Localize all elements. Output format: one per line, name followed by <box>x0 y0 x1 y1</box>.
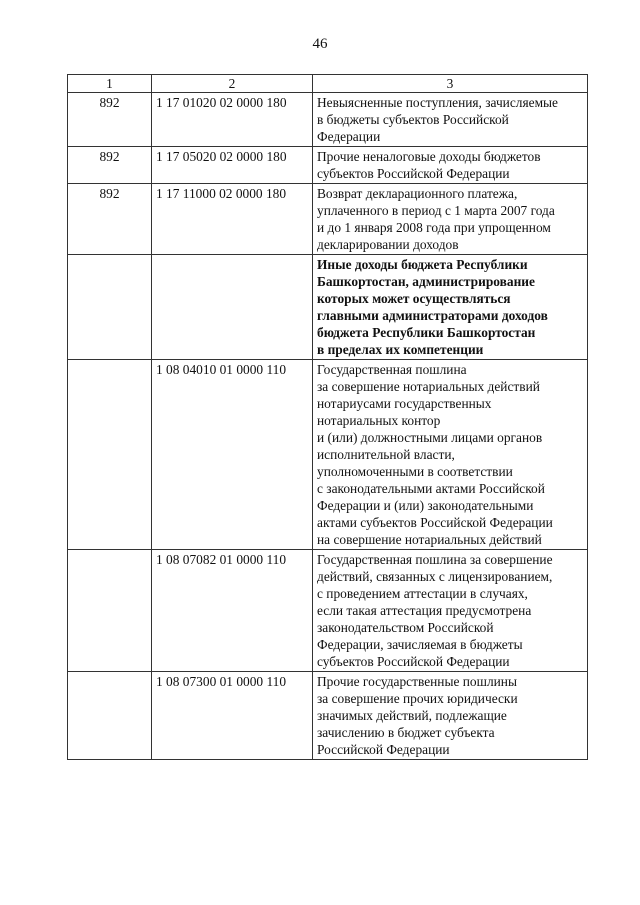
admin-code-cell <box>68 550 152 672</box>
revenue-name-line: действий, связанных с лицензированием, <box>317 569 553 584</box>
revenue-name-cell <box>313 672 588 760</box>
admin-code-cell <box>68 360 152 550</box>
budget-code-cell: 1 08 04010 01 0000 110 <box>152 360 313 550</box>
table-body <box>68 93 588 760</box>
revenue-name-line: исполнительной власти, <box>317 447 455 462</box>
table-row <box>68 360 588 550</box>
admin-code-cell: 892 <box>68 147 152 184</box>
revenue-name-line: за совершение прочих юридически <box>317 691 518 706</box>
revenue-name-line: и (или) должностными лицами органов <box>317 430 543 445</box>
budget-code-cell <box>152 255 313 360</box>
revenue-name-cell <box>313 93 588 147</box>
column-header-2: 2 <box>152 75 313 93</box>
section-heading-cell <box>313 255 588 360</box>
revenue-name-line: Возврат декларационного платежа, <box>317 186 518 201</box>
page-number: 46 <box>312 36 328 52</box>
revenue-name-line: зачислению в бюджет субъекта <box>317 725 495 740</box>
budget-code-cell: 1 08 07082 01 0000 110 <box>152 550 313 672</box>
revenue-name-cell <box>313 184 588 255</box>
revenue-name-line: декларировании доходов <box>317 237 459 252</box>
revenue-name-line: актами субъектов Российской Федерации <box>317 515 553 530</box>
table-row <box>68 550 588 672</box>
revenue-name-line: нотариальных контор <box>317 413 441 428</box>
revenue-name-line: и до 1 января 2008 года при упрощенном <box>317 220 551 235</box>
budget-code-cell: 1 17 05020 02 0000 180 <box>152 147 313 184</box>
revenue-name-line: главными администраторами доходов <box>317 308 548 323</box>
column-header-3: 3 <box>313 75 588 93</box>
admin-code-cell: 892 <box>68 93 152 147</box>
revenue-name-line: в бюджеты субъектов Российской <box>317 112 509 127</box>
column-header-1: 1 <box>68 75 152 93</box>
revenue-name-line: субъектов Российской Федерации <box>317 654 510 669</box>
admin-code-cell <box>68 672 152 760</box>
revenue-name-line: Башкортостан, администрирование <box>317 274 535 289</box>
revenue-name-line: Иные доходы бюджета Республики <box>317 257 528 272</box>
revenue-name-line: уполномоченными в соответствии <box>317 464 513 479</box>
revenue-table <box>67 74 588 760</box>
revenue-name-line: нотариусами государственных <box>317 396 492 411</box>
revenue-name-line: Федерации <box>317 129 381 144</box>
admin-code-cell: 892 <box>68 184 152 255</box>
revenue-name-line: субъектов Российской Федерации <box>317 166 510 181</box>
revenue-name-line: Государственная пошлина за совершение <box>317 552 553 567</box>
revenue-name-line: уплаченного в период с 1 марта 2007 года <box>317 203 555 218</box>
table-row <box>68 672 588 760</box>
revenue-name-cell <box>313 550 588 672</box>
revenue-name-line: Российской Федерации <box>317 742 450 757</box>
table-row <box>68 147 588 184</box>
revenue-name-cell <box>313 360 588 550</box>
revenue-name-line: законодательством Российской <box>317 620 494 635</box>
revenue-name-line: Государственная пошлина <box>317 362 467 377</box>
revenue-name-line: за совершение нотариальных действий <box>317 379 540 394</box>
budget-code-cell: 1 08 07300 01 0000 110 <box>152 672 313 760</box>
revenue-name-line: с проведением аттестации в случаях, <box>317 586 528 601</box>
revenue-name-line: бюджета Республики Башкортостан <box>317 325 536 340</box>
revenue-name-line: Федерации и (или) законодательными <box>317 498 534 513</box>
admin-code-cell <box>68 255 152 360</box>
revenue-name-line: которых может осуществляться <box>317 291 511 306</box>
revenue-name-line: на совершение нотариальных действий <box>317 532 542 547</box>
table-row <box>68 255 588 360</box>
budget-code-cell: 1 17 01020 02 0000 180 <box>152 93 313 147</box>
revenue-name-line: в пределах их компетенции <box>317 342 484 357</box>
revenue-name-line: Невыясненные поступления, зачисляемые <box>317 95 558 110</box>
table-header-row <box>68 75 588 93</box>
revenue-name-line: значимых действий, подлежащие <box>317 708 507 723</box>
budget-code-cell: 1 17 11000 02 0000 180 <box>152 184 313 255</box>
table-row <box>68 184 588 255</box>
revenue-name-line: Прочие государственные пошлины <box>317 674 517 689</box>
revenue-name-cell <box>313 147 588 184</box>
revenue-name-line: с законодательными актами Российской <box>317 481 545 496</box>
revenue-name-line: Федерации, зачисляемая в бюджеты <box>317 637 523 652</box>
revenue-name-line: Прочие неналоговые доходы бюджетов <box>317 149 541 164</box>
table-row <box>68 93 588 147</box>
revenue-name-line: если такая аттестация предусмотрена <box>317 603 532 618</box>
